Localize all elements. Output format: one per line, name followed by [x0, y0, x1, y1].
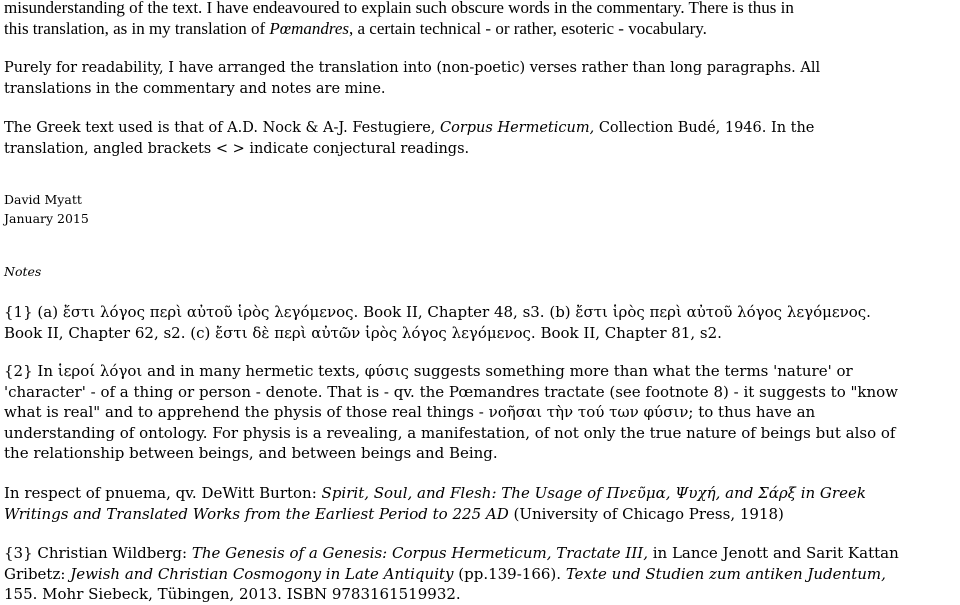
jenott-title: Jewish and Christian Cosmogony in Late Antiquity: [70, 564, 454, 583]
note-3-line-3: 155. Mohr Siebeck, Tübingen, 2013. ISBN 9783161519932.: [4, 585, 461, 603]
note-1: [4, 302, 956, 343]
intro-line-1: misunderstanding of the text. I have endeavoured to explain such obscure words in the commentary. There is thus in: [4, 0, 794, 17]
note-3-line-2: Gribetz: Jewish and Christian Cosmogony in Late Antiquity (pp.139-166). Texte und Studien zum antiken Judentum,: [4, 564, 886, 583]
signature: [4, 191, 956, 228]
pnuema-line-1: In respect of pnuema, qv. DeWitt Burton: Spirit, Soul, and Flesh: The Usage of Πνεῦμα, Ψυχή, and Σάρξ in Greek: [4, 484, 866, 502]
greek-text-line-1: The Greek text used is that of A.D. Nock & A-J. Festugiere, Corpus Hermeticum, Collection Budé, 1946. In the: [4, 120, 815, 136]
author-name: David Myatt: [4, 192, 82, 207]
burton-title-part-1: Spirit, Soul, and Flesh: The Usage of Πνεῦμα, Ψυχή, and Σάρξ in Greek: [321, 484, 866, 502]
pnuema-paragraph: [4, 483, 956, 524]
note-2-line-3: what is real" and to apprehend the physis of those real things - νοῆσαι τὴν τού των φύσιν; to thus have an: [4, 403, 816, 421]
greek-text-line-2: translation, angled brackets < > indicate conjectural readings.: [4, 141, 470, 157]
note-3: [4, 543, 956, 605]
burton-title-part-2: Writings and Translated Works from the Earliest Period to 225 AD: [4, 504, 509, 523]
note-2-line-5: the relationship between beings, and between beings and Being.: [4, 444, 498, 462]
note-1-line-2: Book II, Chapter 62, s2. (c) ἔστι δὲ περὶ αὐτῶν ἱρὸς λόγος λεγόμενος. Book II, Chapter 81, s2.: [4, 323, 722, 342]
intro-line-2: this translation, as in my translation of Pœmandres, a certain technical - or rather, esoteric - vocabulary.: [4, 19, 707, 38]
wildberg-title: The Genesis of a Genesis: Corpus Hermeticum, Tractate III,: [191, 544, 648, 562]
corpus-hermeticum-title: Corpus Hermeticum,: [440, 120, 595, 136]
readability-line-1: Purely for readability, I have arranged the translation into (non-poetic) verses rather than long paragraphs. All: [4, 60, 821, 76]
pnuema-line-2: Writings and Translated Works from the Earliest Period to 225 AD (University of Chicago Press, 1918): [4, 504, 784, 523]
poemandres-title: Pœmandres: [269, 19, 350, 38]
intro-paragraph: [4, 0, 956, 39]
note-2-line-2: 'character' - of a thing or person - denote. That is - qv. the Pœmandres tractate (see footnote 8) - it suggests to "know: [4, 382, 899, 401]
note-1-line-1: {1} (a) ἔστι λόγος περὶ αὐτοῦ ἱρὸς λεγόμενος. Book II, Chapter 48, s3. (b) ἔστι ἱρὸς περὶ αὐτοῦ λόγος λεγόμενος.: [4, 303, 871, 321]
readability-paragraph: [4, 58, 956, 100]
notes-heading: Notes: [4, 264, 42, 279]
note-3-line-1: {3} Christian Wildberg: The Genesis of a Genesis: Corpus Hermeticum, Tractate III, in Lance Jenott and Sarit Kattan: [4, 544, 899, 562]
note-2-line-4: understanding of ontology. For physis is a revealing, a manifestation, of not only the true nature of beings but also of: [4, 423, 896, 442]
signature-date: January 2015: [4, 210, 89, 226]
greek-text-paragraph: [4, 118, 956, 160]
series-title: Texte und Studien zum antiken Judentum,: [565, 564, 886, 583]
note-2: [4, 361, 956, 464]
note-2-line-1: {2} In ἱεροί λόγοι and in many hermetic texts, φύσις suggests something more than what the terms 'nature' or: [4, 362, 853, 380]
readability-line-2: translations in the commentary and notes are mine.: [4, 81, 386, 97]
